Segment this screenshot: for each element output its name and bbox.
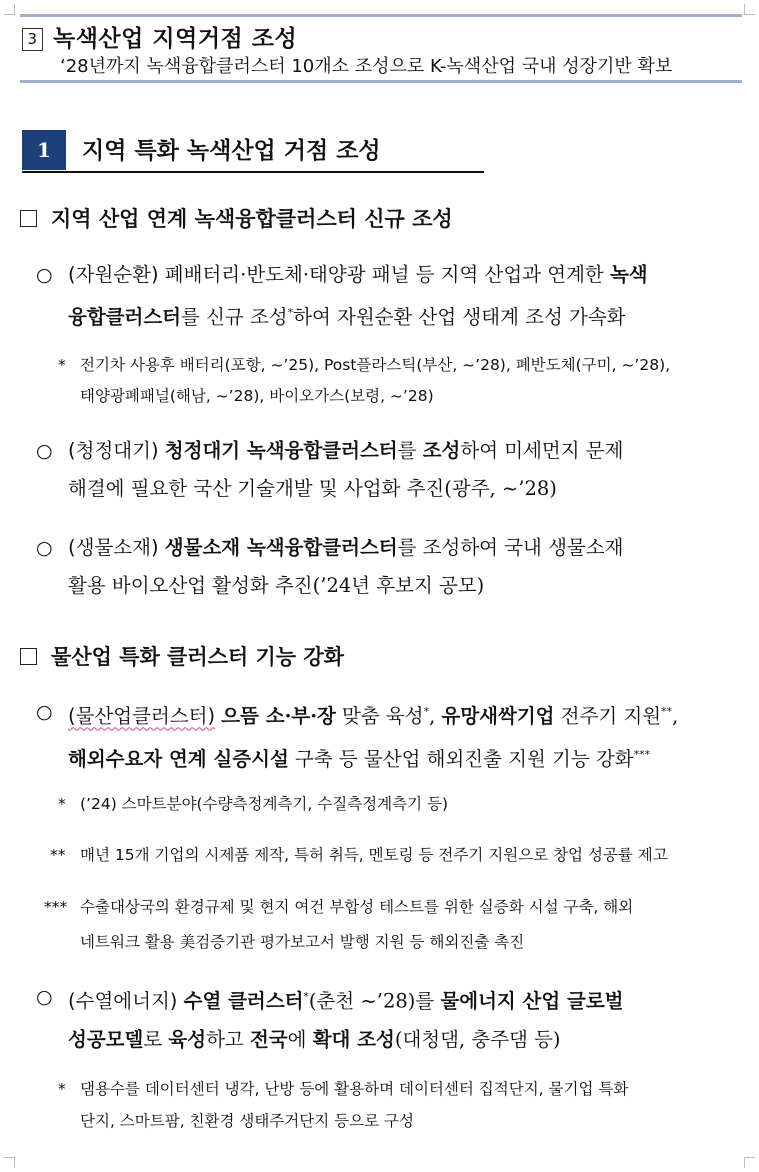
item-text: 해결에 필요한 국산 기술개발 및 사업화 추진(광주, ~’28) bbox=[68, 477, 557, 500]
item-text: 구축 등 물산업 해외진출 지원 기능 강화 bbox=[288, 747, 634, 770]
chapter-title bbox=[22, 20, 297, 53]
bullet-item bbox=[36, 978, 742, 1059]
item-text: 를 신규 조성 bbox=[181, 305, 288, 329]
footnote-marker: *** bbox=[633, 747, 651, 761]
footnote-text: (’24) 스마트분야(수량측정계측기, 수질측정계측기 등) bbox=[80, 795, 449, 813]
page-corner-mark bbox=[744, 1157, 755, 1168]
item-emphasis: 녹색 bbox=[609, 263, 648, 286]
footnote bbox=[80, 381, 434, 411]
footnote bbox=[58, 789, 448, 819]
item-tag: (자원순환) bbox=[68, 263, 159, 286]
section-number-badge: 1 bbox=[22, 130, 66, 170]
item-emphasis: 으뜸 소·부·장 bbox=[221, 704, 336, 728]
item-emphasis: 성공모델 bbox=[68, 1027, 144, 1051]
circle-bullet-icon: ○ bbox=[36, 440, 53, 462]
header-bottom-rule bbox=[20, 80, 742, 83]
group-heading bbox=[20, 203, 453, 233]
item-text: 를 bbox=[397, 439, 423, 462]
footnote-text: 수출대상국의 환경규제 및 현지 여건 부합성 테스트를 위한 실증화 시설 구축, 해외 bbox=[80, 898, 634, 916]
item-text: , bbox=[429, 704, 442, 728]
section-title: 지역 특화 녹색산업 거점 조성 bbox=[82, 138, 381, 164]
square-bullet-icon bbox=[20, 648, 37, 665]
footnote-marker: * bbox=[58, 1080, 66, 1098]
chapter-subtitle: ‘28년까지 녹색융합클러스터 10개소 조성으로 K-녹색산업 국내 성장기반 확보 bbox=[60, 56, 673, 77]
item-text: (춘천 ~’28)를 bbox=[308, 989, 441, 1013]
item-text: (대청댐, 충주댐 등) bbox=[394, 1027, 561, 1051]
item-emphasis: 생물소재 녹색융합클러스터 bbox=[164, 536, 398, 559]
item-emphasis: 육성 bbox=[168, 1027, 207, 1051]
item-emphasis: 확대 조성 bbox=[312, 1027, 395, 1051]
item-tag: (물산업클러스터) bbox=[68, 704, 216, 728]
footnote-marker: *** bbox=[44, 898, 68, 916]
item-tag: (청정대기) bbox=[68, 439, 159, 462]
footnote-marker: * bbox=[58, 795, 66, 813]
item-tag: (수열에너지) bbox=[68, 989, 178, 1013]
footnote bbox=[58, 350, 670, 380]
bullet-item bbox=[36, 432, 742, 508]
footnote-text: 태양광폐패널(해남, ~’28), 바이오가스(보령, ~’28) bbox=[80, 387, 434, 405]
footnote-text: 네트워크 활용 美검증기관 평가보고서 발행 지원 등 해외진출 촉진 bbox=[80, 933, 525, 951]
footnote bbox=[44, 892, 633, 922]
item-tag: (생물소재) bbox=[68, 536, 159, 559]
footnote bbox=[80, 927, 524, 957]
footnote bbox=[80, 1106, 414, 1136]
chapter-number: 3 bbox=[22, 28, 43, 51]
item-emphasis: 수열 클러스터 bbox=[183, 989, 304, 1013]
page-corner-mark bbox=[4, 4, 15, 15]
group-heading-text: 물산업 특화 클러스터 기능 강화 bbox=[51, 645, 344, 669]
footnote-marker: ** bbox=[661, 705, 673, 718]
square-bullet-icon bbox=[20, 210, 37, 227]
item-text: 하여 미세먼지 문제 bbox=[460, 439, 624, 462]
footnote-marker: * bbox=[58, 356, 66, 374]
page-corner-mark bbox=[4, 1157, 15, 1168]
item-text: 에 bbox=[287, 1027, 313, 1051]
item-emphasis: 해외수요자 연계 실증시설 bbox=[68, 747, 289, 770]
chapter-title-text: 녹색산업 지역거점 조성 bbox=[53, 26, 298, 52]
item-text: 로 bbox=[143, 1027, 169, 1051]
footnote-text: 매년 15개 기업의 시제품 제작, 특허 취득, 멘토링 등 전주기 지원으로 창업 성공률 제고 bbox=[80, 846, 668, 864]
footnote-marker: ** bbox=[50, 846, 66, 864]
item-text: 활용 바이오산업 활성화 추진(’24년 후보지 공모) bbox=[68, 574, 485, 597]
footnote bbox=[50, 840, 668, 870]
header-top-rule bbox=[20, 14, 742, 17]
item-emphasis: 융합클러스터 bbox=[68, 305, 182, 329]
item-text: 를 조성하여 국내 생물소재 bbox=[397, 536, 624, 559]
footnote-text: 댐용수를 데이터센터 냉각, 난방 등에 활용하며 데이터센터 집적단지, 물기업 특화 bbox=[80, 1080, 629, 1098]
bullet-item bbox=[36, 256, 742, 337]
item-emphasis: 물에너지 산업 글로벌 bbox=[440, 989, 624, 1013]
group-heading-text: 지역 산업 연계 녹색융합클러스터 신규 조성 bbox=[51, 207, 453, 231]
item-text: 전주기 지원 bbox=[554, 704, 662, 728]
footnote-text: 전기차 사용후 배터리(포항, ~’25), Post플라스틱(부산, ~’28), 폐반도체(구미, ~’28), bbox=[80, 356, 671, 374]
footnote-marker: * bbox=[423, 705, 430, 718]
footnote-marker: * bbox=[287, 306, 294, 319]
circle-bullet-icon: ○ bbox=[36, 264, 53, 286]
footnote bbox=[58, 1074, 628, 1104]
item-emphasis: 청정대기 녹색융합클러스터 bbox=[164, 439, 398, 462]
item-emphasis: 조성 bbox=[422, 439, 461, 462]
group-heading bbox=[20, 641, 344, 671]
bullet-item bbox=[36, 693, 742, 778]
item-emphasis: 유망새싹기업 bbox=[441, 704, 555, 728]
item-text: 맞춤 육성 bbox=[335, 704, 424, 728]
bullet-item bbox=[36, 529, 742, 605]
circle-bullet-icon: ○ bbox=[36, 537, 53, 559]
circle-bullet-icon: ○ bbox=[36, 986, 53, 1008]
item-text: , bbox=[672, 704, 679, 728]
item-text: 폐배터리·반도체·태양광 패널 등 지역 산업과 연계한 bbox=[158, 263, 610, 286]
item-emphasis: 전국 bbox=[249, 1027, 288, 1051]
page-corner-mark bbox=[744, 4, 755, 15]
section-underline bbox=[22, 171, 484, 173]
item-text: 하고 bbox=[206, 1027, 250, 1051]
item-text: 하여 자원순환 산업 생태계 조성 가속화 bbox=[293, 305, 626, 329]
circle-bullet-icon: ○ bbox=[36, 701, 53, 723]
footnote-text: 단지, 스마트팜, 친환경 생태주거단지 등으로 구성 bbox=[80, 1112, 414, 1130]
footnote-marker: * bbox=[303, 990, 309, 1003]
